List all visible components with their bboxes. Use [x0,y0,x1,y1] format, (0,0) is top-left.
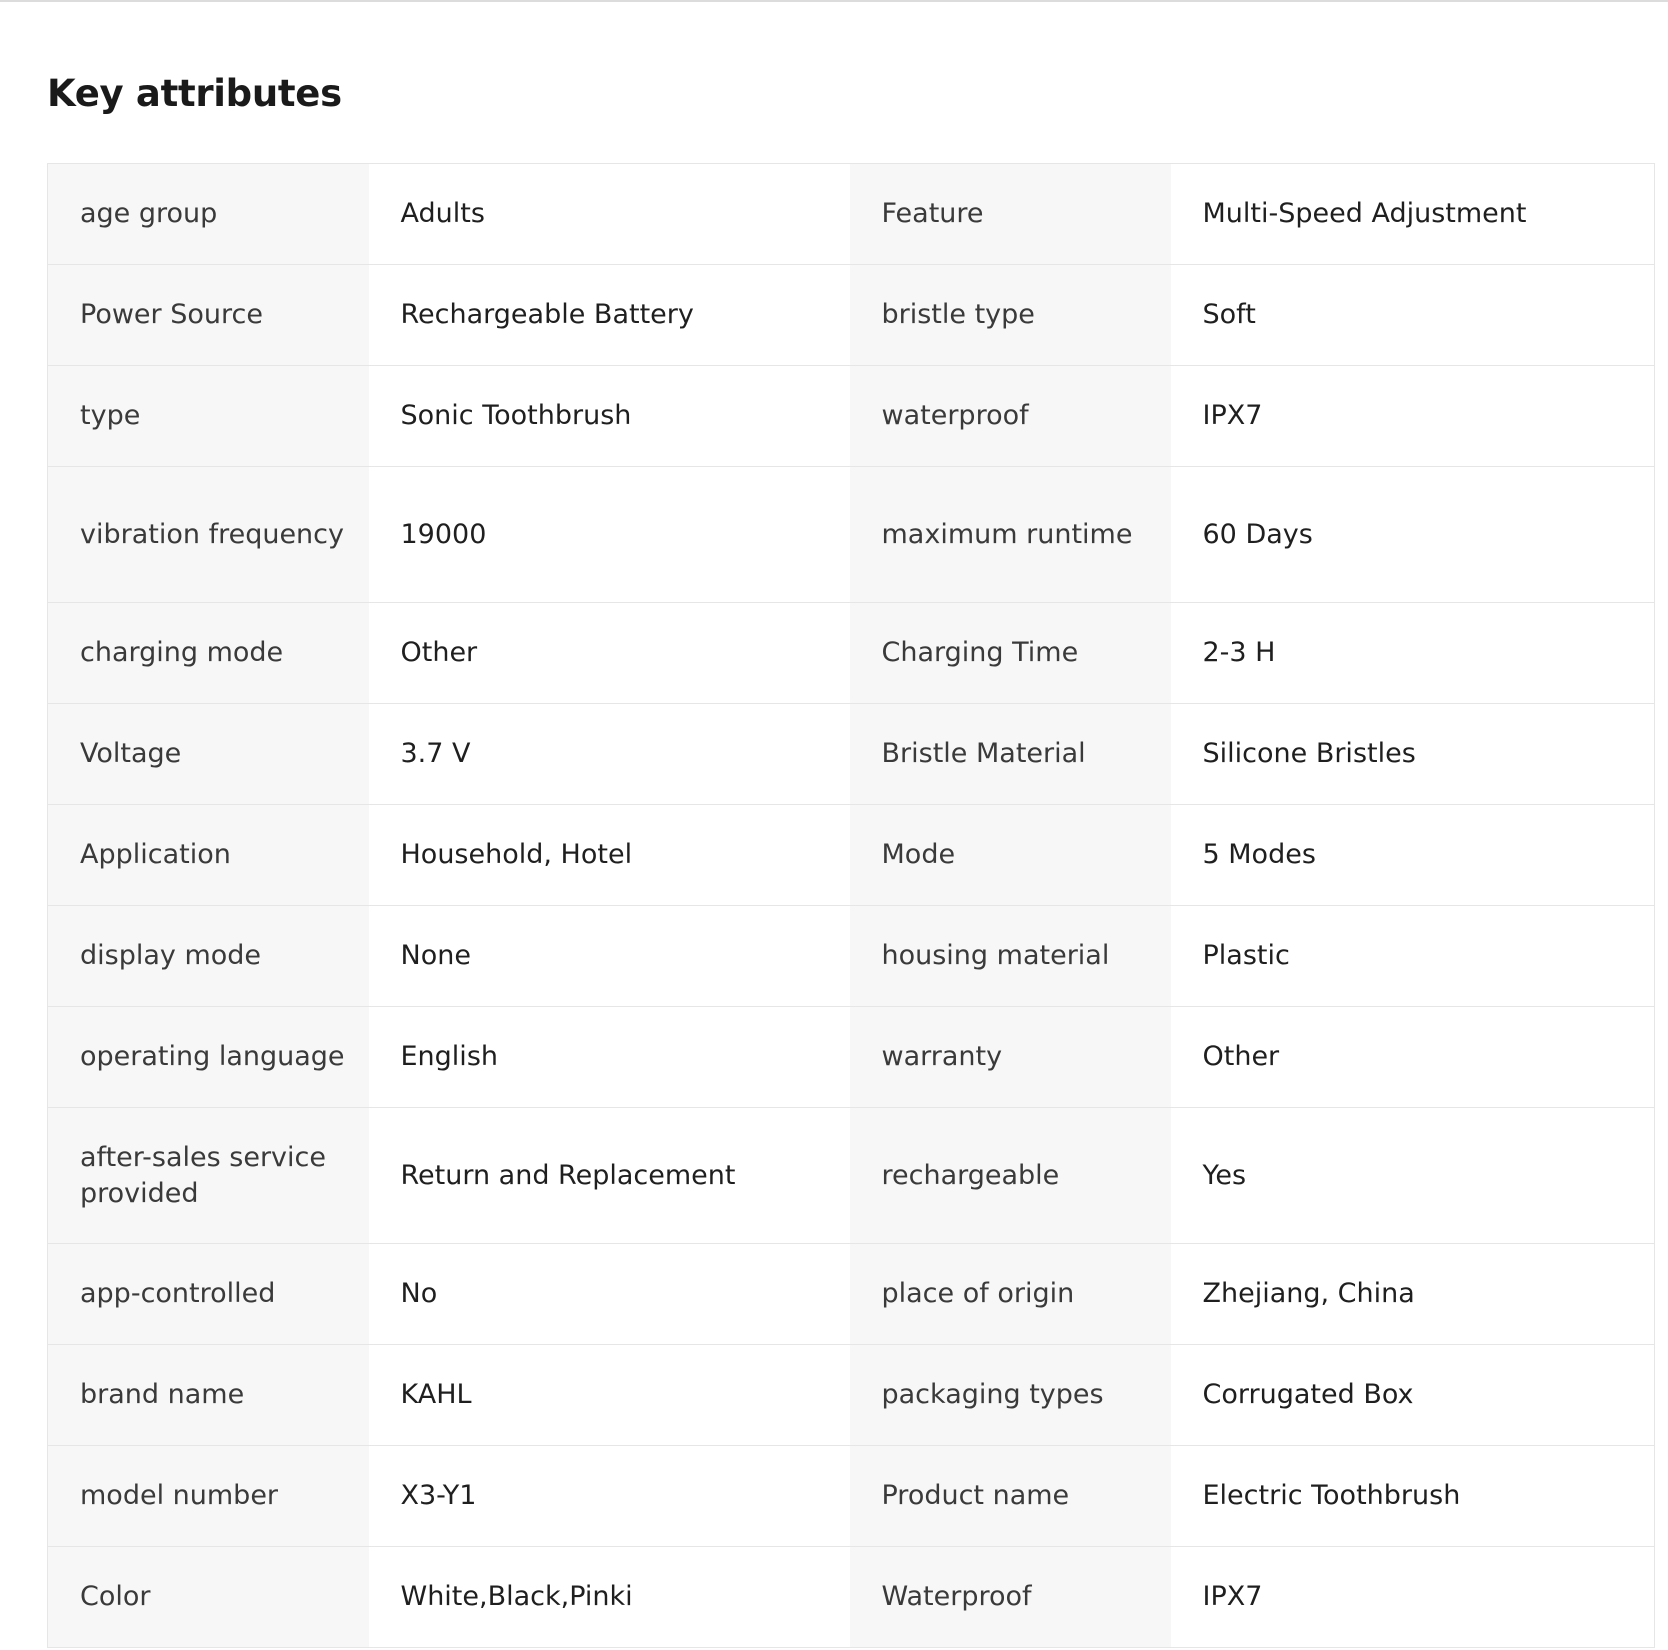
attribute-key: Product name [850,1446,1171,1547]
attribute-value: Zhejiang, China [1171,1244,1655,1345]
attribute-value: Other [1171,1007,1655,1108]
attribute-value: Multi-Speed Adjustment [1171,164,1655,265]
attribute-value: Return and Replacement [369,1108,850,1244]
attribute-row [48,1345,1655,1446]
attribute-row [48,1547,1655,1648]
attribute-value: No [369,1244,850,1345]
attribute-key: Bristle Material [850,704,1171,805]
attribute-value: Corrugated Box [1171,1345,1655,1446]
attribute-key: type [48,366,369,467]
attribute-row [48,1007,1655,1108]
attribute-key: rechargeable [850,1108,1171,1244]
attribute-key: Color [48,1547,369,1648]
attribute-row [48,366,1655,467]
attribute-key: Charging Time [850,603,1171,704]
attribute-row [48,1244,1655,1345]
attribute-value: White,Black,Pinki [369,1547,850,1648]
attribute-key: brand name [48,1345,369,1446]
attribute-key: waterproof [850,366,1171,467]
attribute-key: place of origin [850,1244,1171,1345]
attribute-row [48,164,1655,265]
attribute-value: Adults [369,164,850,265]
attribute-row [48,805,1655,906]
attribute-value: 2-3 H [1171,603,1655,704]
attribute-key: Voltage [48,704,369,805]
attribute-key: Feature [850,164,1171,265]
attribute-value: Other [369,603,850,704]
attribute-value: 3.7 V [369,704,850,805]
attribute-key: warranty [850,1007,1171,1108]
attribute-row [48,265,1655,366]
attribute-key: packaging types [850,1345,1171,1446]
attribute-key: after-sales service provided [48,1108,369,1244]
top-divider [0,0,1668,2]
section-title: Key attributes [47,72,342,115]
key-attributes-table [47,163,1655,1648]
attribute-key: age group [48,164,369,265]
attribute-value: 60 Days [1171,467,1655,603]
attribute-key: app-controlled [48,1244,369,1345]
attribute-value: English [369,1007,850,1108]
attribute-row [48,603,1655,704]
attribute-value: Rechargeable Battery [369,265,850,366]
attribute-value: 19000 [369,467,850,603]
attribute-value: X3-Y1 [369,1446,850,1547]
attribute-key: Application [48,805,369,906]
attribute-value: IPX7 [1171,1547,1655,1648]
attribute-key: charging mode [48,603,369,704]
attribute-value: 5 Modes [1171,805,1655,906]
attribute-key: Power Source [48,265,369,366]
attribute-key: Mode [850,805,1171,906]
attribute-key: vibration frequency [48,467,369,603]
attribute-key: housing material [850,906,1171,1007]
attribute-key: model number [48,1446,369,1547]
attribute-value: Plastic [1171,906,1655,1007]
attribute-value: Silicone Bristles [1171,704,1655,805]
attribute-value: Yes [1171,1108,1655,1244]
attribute-key: display mode [48,906,369,1007]
attribute-value: Sonic Toothbrush [369,366,850,467]
attribute-value: KAHL [369,1345,850,1446]
attribute-value: Household, Hotel [369,805,850,906]
attribute-row [48,1446,1655,1547]
attribute-value: Soft [1171,265,1655,366]
attribute-row [48,906,1655,1007]
attribute-key: maximum runtime [850,467,1171,603]
attribute-row [48,467,1655,603]
attribute-key: operating language [48,1007,369,1108]
attribute-value: None [369,906,850,1007]
attribute-value: Electric Toothbrush [1171,1446,1655,1547]
attribute-key: Waterproof [850,1547,1171,1648]
attribute-row [48,1108,1655,1244]
attribute-row [48,704,1655,805]
attribute-value: IPX7 [1171,366,1655,467]
attribute-key: bristle type [850,265,1171,366]
